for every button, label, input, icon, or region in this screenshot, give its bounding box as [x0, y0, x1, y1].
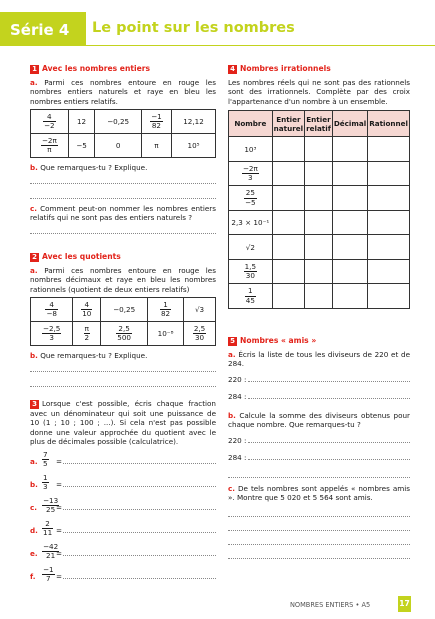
- denominator: −2: [44, 121, 55, 131]
- answer-line[interactable]: [63, 578, 216, 579]
- checkbox-cell[interactable]: [272, 210, 304, 235]
- denominator: 11: [43, 528, 53, 538]
- equals-sign: =: [56, 571, 63, 581]
- number-cell[interactable]: [31, 322, 73, 346]
- denominator: 7: [46, 574, 51, 584]
- fraction: [242, 165, 259, 183]
- numbers-table: [30, 109, 216, 158]
- fraction: [42, 325, 61, 343]
- equals-sign: =: [56, 456, 63, 466]
- answer-prefix: 284 :: [228, 452, 247, 462]
- page-title: Le point sur les nombres: [92, 20, 295, 36]
- fraction: [116, 325, 132, 343]
- denominator: 25: [46, 505, 56, 515]
- denominator: 5: [43, 459, 48, 469]
- checkbox-cell[interactable]: [368, 137, 410, 162]
- page-footer: [0, 596, 435, 614]
- table-row: [229, 186, 410, 211]
- number-cell[interactable]: −5: [68, 134, 95, 158]
- fraction: [160, 301, 171, 319]
- section-title: Nombres irrationnels: [240, 64, 331, 73]
- numerator: 4: [43, 113, 56, 123]
- answer-line[interactable]: [30, 173, 216, 184]
- number-cell: 2,3 × 10⁻¹: [229, 210, 273, 235]
- checkbox-cell[interactable]: [272, 161, 304, 186]
- numerator: −2,5: [42, 323, 61, 333]
- question-text: De tels nombres sont appelés « nombres amis ». Montre que 5 020 et 5 564 sont amis.: [228, 483, 410, 503]
- checkbox-cell[interactable]: [332, 259, 367, 284]
- page-header: [0, 0, 435, 46]
- denominator: 82: [151, 121, 161, 131]
- fraction: [42, 566, 55, 584]
- question-text: Que remarques-tu ? Explique.: [40, 351, 148, 361]
- numerator: −1: [43, 564, 54, 574]
- item-label: d.: [30, 525, 38, 535]
- footer-text: NOMBRES ENTIERS • A5: [290, 601, 371, 609]
- table-row: [229, 259, 410, 284]
- answer-prefix: 284 :: [228, 391, 247, 401]
- denominator: π: [47, 145, 52, 155]
- checkbox-cell[interactable]: [305, 235, 333, 260]
- denominator: 30: [245, 271, 255, 281]
- question-label: b.: [228, 410, 236, 420]
- checkbox-cell[interactable]: [368, 161, 410, 186]
- checkbox-cell[interactable]: [332, 161, 367, 186]
- item-label: b.: [30, 479, 38, 489]
- denominator: 10: [82, 309, 92, 319]
- checkbox-cell[interactable]: [272, 259, 304, 284]
- section-number: 2: [30, 253, 39, 262]
- section-title: Nombres « amis »: [240, 336, 317, 345]
- fraction-exercise: [30, 543, 216, 565]
- answer-line[interactable]: [63, 486, 216, 487]
- section-1: [30, 64, 216, 234]
- section-number: 4: [228, 65, 237, 74]
- number-cell[interactable]: 10⁵: [172, 134, 216, 158]
- section-number: 1: [30, 65, 39, 74]
- fraction: [43, 113, 56, 131]
- answer-line[interactable]: [30, 223, 216, 234]
- numerator: 1,5: [244, 261, 257, 271]
- numerator: 1: [245, 287, 256, 297]
- fraction-exercise: [30, 451, 216, 473]
- equals-sign: =: [56, 525, 63, 535]
- number-cell: [229, 259, 273, 284]
- numerator: −2π: [242, 163, 258, 173]
- denominator: 3: [248, 173, 253, 183]
- question-label: a.: [228, 349, 236, 359]
- answer-prefix: 220 :: [228, 435, 247, 445]
- fraction: [42, 520, 53, 538]
- checkbox-cell[interactable]: [305, 284, 333, 309]
- number-cell: [229, 284, 273, 309]
- question-label: b.: [30, 163, 38, 173]
- numbers-table: [30, 297, 216, 346]
- checkbox-cell[interactable]: [332, 186, 367, 211]
- answer-row-220[interactable]: [228, 433, 410, 448]
- fraction: [42, 451, 49, 469]
- fraction: [42, 474, 49, 492]
- answer-line[interactable]: [30, 188, 216, 199]
- checkbox-cell[interactable]: [305, 259, 333, 284]
- numerator: −42: [43, 541, 59, 551]
- question-label: c.: [228, 483, 235, 493]
- fraction: [150, 113, 163, 131]
- denominator: −5: [245, 197, 256, 207]
- item-label: c.: [30, 502, 37, 512]
- checkbox-cell[interactable]: [272, 137, 304, 162]
- section-title: Avec les quotients: [42, 252, 121, 261]
- column-header: Entier naturel: [272, 111, 304, 137]
- checkbox-cell[interactable]: [272, 235, 304, 260]
- page-number: 17: [398, 596, 411, 612]
- fraction: [81, 301, 92, 319]
- column-header: Décimal: [332, 111, 367, 137]
- fraction-list: [30, 451, 216, 586]
- number-cell[interactable]: [31, 298, 73, 322]
- numerator: −2π: [41, 135, 57, 145]
- checkbox-cell[interactable]: [332, 235, 367, 260]
- answer-line[interactable]: [228, 506, 410, 517]
- answer-line[interactable]: [63, 463, 216, 464]
- question-text: Comment peut-on nommer les nombres entiers relatifs qui ne sont pas des entiers naturels ?: [30, 203, 216, 223]
- number-cell: 10³: [229, 137, 273, 162]
- number-cell[interactable]: 10⁻⁸: [148, 322, 184, 346]
- number-cell[interactable]: [31, 134, 69, 158]
- checkbox-cell[interactable]: [332, 210, 367, 235]
- denominator: −8: [46, 309, 57, 319]
- checkbox-cell[interactable]: [368, 235, 410, 260]
- table-row: [229, 161, 410, 186]
- table-row: [229, 235, 410, 260]
- column-header: Entier relatif: [305, 111, 333, 137]
- fraction: [45, 301, 58, 319]
- number-cell[interactable]: 0: [95, 134, 141, 158]
- checkbox-cell[interactable]: [368, 259, 410, 284]
- denominator: 500: [117, 333, 131, 343]
- checkbox-cell[interactable]: [332, 137, 367, 162]
- question-text: Que remarques-tu ? Explique.: [40, 163, 148, 173]
- fraction: [244, 263, 257, 281]
- denominator: 82: [160, 309, 171, 319]
- section-number: 3: [30, 400, 39, 409]
- number-cell[interactable]: [31, 110, 69, 134]
- table-row: [229, 137, 410, 162]
- equals-sign: =: [56, 479, 63, 489]
- number-cell: [229, 161, 273, 186]
- answer-line[interactable]: [228, 520, 410, 531]
- numerator: 2: [42, 520, 53, 530]
- question-label: a.: [30, 77, 38, 87]
- denominator: 21: [46, 551, 56, 561]
- section-2: [30, 252, 216, 387]
- fraction: [244, 189, 257, 207]
- number-cell[interactable]: [184, 322, 216, 346]
- answer-prefix: 220 :: [228, 374, 247, 384]
- numerator: −1: [151, 111, 162, 121]
- answer-line[interactable]: [63, 509, 216, 510]
- checkbox-cell[interactable]: [305, 210, 333, 235]
- fraction: [84, 325, 91, 343]
- question-label: c.: [30, 203, 37, 213]
- number-cell[interactable]: [141, 110, 171, 134]
- numerator: 4: [81, 301, 92, 311]
- answer-line[interactable]: [228, 467, 410, 478]
- section-title: Avec les nombres entiers: [42, 64, 151, 73]
- denominator: 3: [49, 333, 54, 343]
- numerator: 2,5: [116, 325, 132, 335]
- question-text: Parmi ces nombres entoure en rouge les nombres entiers naturels et raye en bleu les nombres entiers relatifs.: [30, 77, 216, 106]
- number-cell[interactable]: √3: [184, 298, 216, 322]
- checkbox-cell[interactable]: [272, 284, 304, 309]
- fraction-exercise: [30, 566, 216, 588]
- numerator: π: [84, 323, 89, 333]
- answer-line[interactable]: [30, 361, 216, 372]
- section-number: 5: [228, 337, 237, 346]
- table-row: [229, 284, 410, 309]
- fraction-exercise: [30, 474, 216, 496]
- number-cell[interactable]: π: [141, 134, 171, 158]
- number-cell[interactable]: [101, 322, 148, 346]
- checkbox-cell[interactable]: [368, 186, 410, 211]
- checkbox-cell[interactable]: [368, 210, 410, 235]
- number-cell[interactable]: 12: [68, 110, 95, 134]
- answer-row-284[interactable]: [228, 450, 410, 465]
- equals-sign: =: [56, 502, 63, 512]
- classification-table: [228, 110, 410, 309]
- numerator: 2,5: [193, 323, 206, 333]
- denominator: 2: [84, 333, 90, 343]
- numerator: 1: [160, 301, 171, 311]
- question-label: a.: [30, 265, 38, 275]
- numerator: 25: [245, 188, 255, 198]
- checkbox-cell[interactable]: [368, 284, 410, 309]
- equals-sign: =: [56, 548, 63, 558]
- fraction-exercise: [30, 497, 216, 519]
- numerator: 1: [43, 472, 48, 482]
- number-cell[interactable]: [148, 298, 184, 322]
- answer-line[interactable]: [63, 555, 216, 556]
- question-label: b.: [30, 351, 38, 361]
- number-cell: √2: [229, 235, 273, 260]
- serie-label: Série 4: [0, 12, 86, 46]
- denominator: 3: [43, 482, 48, 492]
- denominator: 30: [194, 333, 205, 343]
- number-cell[interactable]: 12,12: [172, 110, 216, 134]
- numerator: −13: [43, 495, 59, 505]
- checkbox-cell[interactable]: [272, 186, 304, 211]
- answer-line[interactable]: [228, 534, 410, 545]
- fraction-exercise: [30, 520, 216, 542]
- answer-row-220[interactable]: [228, 372, 410, 387]
- answer-line[interactable]: [63, 532, 216, 533]
- denominator: 45: [245, 295, 255, 305]
- instruction-text: Les nombres réels qui ne sont pas des rationnels sont des irrationnels. Complète par des croix l'appartenance d'un nombre à un ensemble.: [228, 77, 410, 106]
- checkbox-cell[interactable]: [305, 137, 333, 162]
- numerator: 4: [45, 301, 58, 311]
- numerator: 7: [43, 449, 48, 459]
- column-header: Rationnel: [368, 111, 410, 137]
- number-cell: [229, 186, 273, 211]
- number-cell[interactable]: −0,25: [101, 298, 148, 322]
- item-label: a.: [30, 456, 38, 466]
- fraction: [245, 287, 256, 305]
- fraction: [193, 325, 206, 343]
- checkbox-cell[interactable]: [305, 161, 333, 186]
- section-4: [228, 64, 410, 309]
- question-text: Calcule la somme des diviseurs obtenus pour chaque nombre. Que remarques-tu ?: [228, 410, 410, 430]
- fraction: [41, 137, 58, 155]
- item-label: e.: [30, 548, 38, 558]
- column-header: Nombre: [229, 111, 273, 137]
- checkbox-cell[interactable]: [332, 284, 367, 309]
- section-3: [30, 399, 216, 599]
- number-cell[interactable]: [73, 322, 101, 346]
- answer-line[interactable]: [228, 548, 410, 559]
- checkbox-cell[interactable]: [305, 186, 333, 211]
- instruction-text: Lorsque c'est possible, écris chaque fraction avec un dénominateur qui soit une puissance de 10 (1 ; 10 ; 100 ; ...). Si cela n'est pas possible donne une valeur approchée du quotient avec le plus de décimales possible (calculatrice).: [30, 399, 216, 447]
- question-text: Écris la liste de tous les diviseurs de 220 et de 284.: [228, 349, 410, 369]
- number-cell[interactable]: −0,25: [95, 110, 141, 134]
- section-5: [228, 336, 410, 586]
- table-row: [229, 210, 410, 235]
- answer-line[interactable]: [30, 376, 216, 387]
- answer-row-284[interactable]: [228, 389, 410, 404]
- item-label: f.: [30, 571, 36, 581]
- question-text: Parmi ces nombres entoure en rouge les nombres décimaux et raye en bleu les nombres rationnels (quotient de deux entiers relatifs): [30, 265, 216, 294]
- number-cell[interactable]: [73, 298, 101, 322]
